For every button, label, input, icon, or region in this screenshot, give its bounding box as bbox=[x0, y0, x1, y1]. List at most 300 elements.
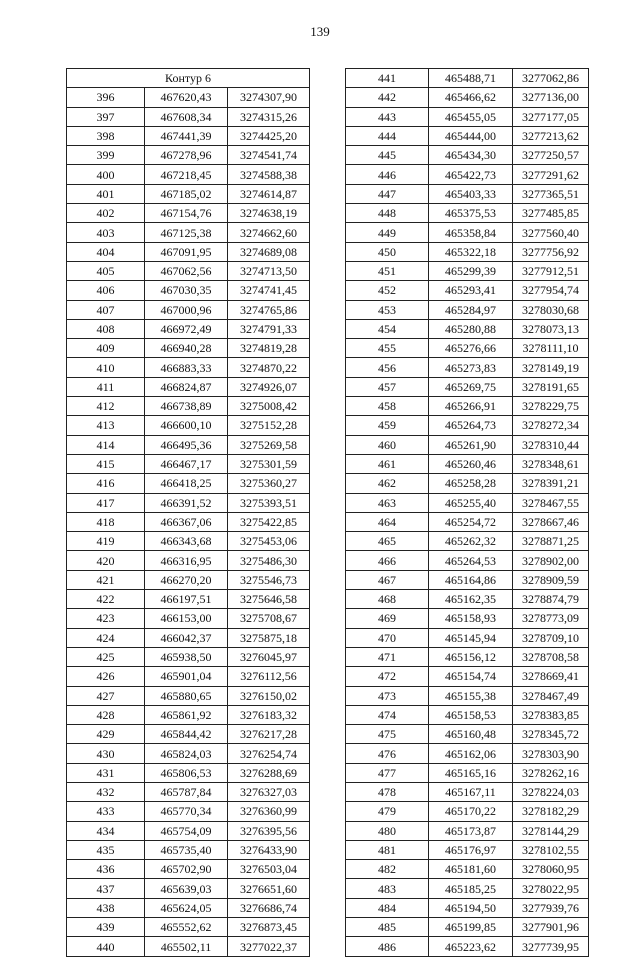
point-number-cell: 431 bbox=[67, 763, 145, 782]
table-header-row bbox=[67, 69, 310, 88]
y-coordinate-cell: 3276651,60 bbox=[228, 879, 310, 898]
x-coordinate-cell: 465844,42 bbox=[145, 725, 228, 744]
x-coordinate-cell: 465806,53 bbox=[145, 763, 228, 782]
point-number-cell: 452 bbox=[346, 281, 429, 300]
y-coordinate-cell: 3278391,21 bbox=[513, 474, 589, 493]
point-number-cell: 486 bbox=[346, 937, 429, 956]
table-row bbox=[67, 416, 310, 435]
table-row bbox=[346, 184, 589, 203]
table-row bbox=[67, 628, 310, 647]
table-row bbox=[67, 609, 310, 628]
y-coordinate-cell: 3275152,28 bbox=[228, 416, 310, 435]
table-row bbox=[346, 281, 589, 300]
y-coordinate-cell: 3278149,19 bbox=[513, 358, 589, 377]
y-coordinate-cell: 3278030,68 bbox=[513, 300, 589, 319]
table-row bbox=[67, 570, 310, 589]
point-number-cell: 446 bbox=[346, 165, 429, 184]
x-coordinate-cell: 465181,60 bbox=[429, 860, 513, 879]
y-coordinate-cell: 3277062,86 bbox=[513, 69, 589, 88]
table-row bbox=[67, 454, 310, 473]
table-row bbox=[67, 667, 310, 686]
point-number-cell: 405 bbox=[67, 261, 145, 280]
point-number-cell: 457 bbox=[346, 377, 429, 396]
table-row bbox=[346, 860, 589, 879]
y-coordinate-cell: 3278909,59 bbox=[513, 570, 589, 589]
y-coordinate-cell: 3278709,10 bbox=[513, 628, 589, 647]
table-row bbox=[67, 435, 310, 454]
y-coordinate-cell: 3277901,96 bbox=[513, 918, 589, 937]
point-number-cell: 438 bbox=[67, 898, 145, 917]
x-coordinate-cell: 465260,46 bbox=[429, 454, 513, 473]
y-coordinate-cell: 3275269,58 bbox=[228, 435, 310, 454]
point-number-cell: 465 bbox=[346, 532, 429, 551]
x-coordinate-cell: 465223,62 bbox=[429, 937, 513, 956]
y-coordinate-cell: 3275360,27 bbox=[228, 474, 310, 493]
x-coordinate-cell: 467441,39 bbox=[145, 126, 228, 145]
table-row bbox=[346, 69, 589, 88]
table-row bbox=[67, 397, 310, 416]
y-coordinate-cell: 3276433,90 bbox=[228, 840, 310, 859]
point-number-cell: 475 bbox=[346, 725, 429, 744]
x-coordinate-cell: 467030,35 bbox=[145, 281, 228, 300]
table-row bbox=[346, 454, 589, 473]
y-coordinate-cell: 3277954,74 bbox=[513, 281, 589, 300]
x-coordinate-cell: 465624,05 bbox=[145, 898, 228, 917]
y-coordinate-cell: 3274819,28 bbox=[228, 339, 310, 358]
point-number-cell: 480 bbox=[346, 821, 429, 840]
x-coordinate-cell: 466495,36 bbox=[145, 435, 228, 454]
point-number-cell: 415 bbox=[67, 454, 145, 473]
y-coordinate-cell: 3276183,32 bbox=[228, 705, 310, 724]
x-coordinate-cell: 465284,97 bbox=[429, 300, 513, 319]
x-coordinate-cell: 466883,33 bbox=[145, 358, 228, 377]
point-number-cell: 463 bbox=[346, 493, 429, 512]
y-coordinate-cell: 3275646,58 bbox=[228, 590, 310, 609]
table-row bbox=[346, 898, 589, 917]
x-coordinate-cell: 465293,41 bbox=[429, 281, 513, 300]
point-number-cell: 469 bbox=[346, 609, 429, 628]
x-coordinate-cell: 467608,34 bbox=[145, 107, 228, 126]
point-number-cell: 453 bbox=[346, 300, 429, 319]
x-coordinate-cell: 465358,84 bbox=[429, 223, 513, 242]
x-coordinate-cell: 465155,38 bbox=[429, 686, 513, 705]
table-row bbox=[67, 725, 310, 744]
table-row bbox=[346, 879, 589, 898]
y-coordinate-cell: 3277022,37 bbox=[228, 937, 310, 956]
x-coordinate-cell: 467185,02 bbox=[145, 184, 228, 203]
y-coordinate-cell: 3276045,97 bbox=[228, 647, 310, 666]
point-number-cell: 425 bbox=[67, 647, 145, 666]
x-coordinate-cell: 465158,53 bbox=[429, 705, 513, 724]
x-coordinate-cell: 465552,62 bbox=[145, 918, 228, 937]
point-number-cell: 460 bbox=[346, 435, 429, 454]
x-coordinate-cell: 465154,74 bbox=[429, 667, 513, 686]
table-row bbox=[346, 319, 589, 338]
table-row bbox=[67, 204, 310, 223]
x-coordinate-cell: 465403,33 bbox=[429, 184, 513, 203]
point-number-cell: 426 bbox=[67, 667, 145, 686]
x-coordinate-cell: 465262,32 bbox=[429, 532, 513, 551]
x-coordinate-cell: 466391,52 bbox=[145, 493, 228, 512]
table-row bbox=[346, 705, 589, 724]
x-coordinate-cell: 465164,86 bbox=[429, 570, 513, 589]
x-coordinate-cell: 465375,53 bbox=[429, 204, 513, 223]
y-coordinate-cell: 3276503,04 bbox=[228, 860, 310, 879]
y-coordinate-cell: 3277250,57 bbox=[513, 146, 589, 165]
x-coordinate-cell: 466367,06 bbox=[145, 512, 228, 531]
point-number-cell: 406 bbox=[67, 281, 145, 300]
table-row bbox=[67, 88, 310, 107]
x-coordinate-cell: 465173,87 bbox=[429, 821, 513, 840]
y-coordinate-cell: 3278191,65 bbox=[513, 377, 589, 396]
table-row bbox=[346, 725, 589, 744]
y-coordinate-cell: 3278874,79 bbox=[513, 590, 589, 609]
table-row bbox=[346, 821, 589, 840]
y-coordinate-cell: 3276873,45 bbox=[228, 918, 310, 937]
point-number-cell: 442 bbox=[346, 88, 429, 107]
y-coordinate-cell: 3278773,09 bbox=[513, 609, 589, 628]
table-row bbox=[346, 512, 589, 531]
x-coordinate-cell: 465254,72 bbox=[429, 512, 513, 531]
point-number-cell: 411 bbox=[67, 377, 145, 396]
table-row bbox=[67, 184, 310, 203]
point-number-cell: 472 bbox=[346, 667, 429, 686]
y-coordinate-cell: 3274689,08 bbox=[228, 242, 310, 261]
table-row bbox=[67, 146, 310, 165]
x-coordinate-cell: 467278,96 bbox=[145, 146, 228, 165]
point-number-cell: 449 bbox=[346, 223, 429, 242]
point-number-cell: 467 bbox=[346, 570, 429, 589]
table-row bbox=[67, 300, 310, 319]
point-number-cell: 419 bbox=[67, 532, 145, 551]
y-coordinate-cell: 3278111,10 bbox=[513, 339, 589, 358]
x-coordinate-cell: 465276,66 bbox=[429, 339, 513, 358]
table-row bbox=[67, 242, 310, 261]
point-number-cell: 413 bbox=[67, 416, 145, 435]
x-coordinate-cell: 465639,03 bbox=[145, 879, 228, 898]
point-number-cell: 459 bbox=[346, 416, 429, 435]
table-row bbox=[67, 879, 310, 898]
y-coordinate-cell: 3278022,95 bbox=[513, 879, 589, 898]
x-coordinate-cell: 465824,03 bbox=[145, 744, 228, 763]
table-row bbox=[67, 590, 310, 609]
table-row bbox=[67, 493, 310, 512]
point-number-cell: 424 bbox=[67, 628, 145, 647]
x-coordinate-cell: 467620,43 bbox=[145, 88, 228, 107]
x-coordinate-cell: 466197,51 bbox=[145, 590, 228, 609]
y-coordinate-cell: 3277177,05 bbox=[513, 107, 589, 126]
point-number-cell: 433 bbox=[67, 802, 145, 821]
x-coordinate-cell: 465266,91 bbox=[429, 397, 513, 416]
point-number-cell: 397 bbox=[67, 107, 145, 126]
x-coordinate-cell: 466738,89 bbox=[145, 397, 228, 416]
table-row bbox=[67, 705, 310, 724]
coordinates-table-left bbox=[66, 68, 310, 957]
y-coordinate-cell: 3278272,34 bbox=[513, 416, 589, 435]
x-coordinate-cell: 465160,48 bbox=[429, 725, 513, 744]
y-coordinate-cell: 3276288,69 bbox=[228, 763, 310, 782]
point-number-cell: 428 bbox=[67, 705, 145, 724]
table-row bbox=[67, 898, 310, 917]
point-number-cell: 474 bbox=[346, 705, 429, 724]
table-row bbox=[67, 744, 310, 763]
table-row bbox=[67, 937, 310, 956]
y-coordinate-cell: 3276327,03 bbox=[228, 782, 310, 801]
y-coordinate-cell: 3278667,46 bbox=[513, 512, 589, 531]
table-row bbox=[67, 918, 310, 937]
table-row bbox=[67, 126, 310, 145]
table-row bbox=[346, 532, 589, 551]
point-number-cell: 476 bbox=[346, 744, 429, 763]
table-row bbox=[346, 165, 589, 184]
y-coordinate-cell: 3275546,73 bbox=[228, 570, 310, 589]
y-coordinate-cell: 3278144,29 bbox=[513, 821, 589, 840]
point-number-cell: 483 bbox=[346, 879, 429, 898]
table-row bbox=[67, 281, 310, 300]
table-row bbox=[67, 339, 310, 358]
y-coordinate-cell: 3277365,51 bbox=[513, 184, 589, 203]
y-coordinate-cell: 3274926,07 bbox=[228, 377, 310, 396]
point-number-cell: 408 bbox=[67, 319, 145, 338]
point-number-cell: 422 bbox=[67, 590, 145, 609]
y-coordinate-cell: 3278467,55 bbox=[513, 493, 589, 512]
table-row bbox=[346, 628, 589, 647]
y-coordinate-cell: 3278310,44 bbox=[513, 435, 589, 454]
x-coordinate-cell: 465255,40 bbox=[429, 493, 513, 512]
point-number-cell: 429 bbox=[67, 725, 145, 744]
x-coordinate-cell: 465162,35 bbox=[429, 590, 513, 609]
x-coordinate-cell: 465770,34 bbox=[145, 802, 228, 821]
x-coordinate-cell: 465754,09 bbox=[145, 821, 228, 840]
table-row bbox=[346, 300, 589, 319]
table-row bbox=[346, 551, 589, 570]
table-row bbox=[67, 551, 310, 570]
table-row bbox=[346, 261, 589, 280]
y-coordinate-cell: 3278708,58 bbox=[513, 647, 589, 666]
y-coordinate-cell: 3276254,74 bbox=[228, 744, 310, 763]
table-row bbox=[67, 261, 310, 280]
y-coordinate-cell: 3278073,13 bbox=[513, 319, 589, 338]
x-coordinate-cell: 465269,75 bbox=[429, 377, 513, 396]
x-coordinate-cell: 465735,40 bbox=[145, 840, 228, 859]
x-coordinate-cell: 466042,37 bbox=[145, 628, 228, 647]
x-coordinate-cell: 465280,88 bbox=[429, 319, 513, 338]
table-row bbox=[67, 763, 310, 782]
x-coordinate-cell: 466418,25 bbox=[145, 474, 228, 493]
point-number-cell: 437 bbox=[67, 879, 145, 898]
point-number-cell: 445 bbox=[346, 146, 429, 165]
y-coordinate-cell: 3278345,72 bbox=[513, 725, 589, 744]
point-number-cell: 450 bbox=[346, 242, 429, 261]
table-row bbox=[346, 802, 589, 821]
y-coordinate-cell: 3277213,62 bbox=[513, 126, 589, 145]
x-coordinate-cell: 465444,00 bbox=[429, 126, 513, 145]
table-row bbox=[346, 358, 589, 377]
table-row bbox=[346, 88, 589, 107]
x-coordinate-cell: 465299,39 bbox=[429, 261, 513, 280]
x-coordinate-cell: 466467,17 bbox=[145, 454, 228, 473]
x-coordinate-cell: 466343,68 bbox=[145, 532, 228, 551]
y-coordinate-cell: 3277291,62 bbox=[513, 165, 589, 184]
x-coordinate-cell: 465455,05 bbox=[429, 107, 513, 126]
y-coordinate-cell: 3275453,06 bbox=[228, 532, 310, 551]
point-number-cell: 434 bbox=[67, 821, 145, 840]
x-coordinate-cell: 465194,50 bbox=[429, 898, 513, 917]
point-number-cell: 464 bbox=[346, 512, 429, 531]
y-coordinate-cell: 3278303,90 bbox=[513, 744, 589, 763]
point-number-cell: 482 bbox=[346, 860, 429, 879]
point-number-cell: 461 bbox=[346, 454, 429, 473]
y-coordinate-cell: 3277560,40 bbox=[513, 223, 589, 242]
point-number-cell: 414 bbox=[67, 435, 145, 454]
point-number-cell: 447 bbox=[346, 184, 429, 203]
table-row bbox=[346, 918, 589, 937]
y-coordinate-cell: 3274588,38 bbox=[228, 165, 310, 184]
x-coordinate-cell: 465502,11 bbox=[145, 937, 228, 956]
table-row bbox=[67, 782, 310, 801]
point-number-cell: 454 bbox=[346, 319, 429, 338]
point-number-cell: 458 bbox=[346, 397, 429, 416]
table-row bbox=[67, 647, 310, 666]
x-coordinate-cell: 466600,10 bbox=[145, 416, 228, 435]
table-row bbox=[67, 512, 310, 531]
point-number-cell: 404 bbox=[67, 242, 145, 261]
point-number-cell: 466 bbox=[346, 551, 429, 570]
point-number-cell: 443 bbox=[346, 107, 429, 126]
point-number-cell: 481 bbox=[346, 840, 429, 859]
point-number-cell: 477 bbox=[346, 763, 429, 782]
point-number-cell: 423 bbox=[67, 609, 145, 628]
table-row bbox=[67, 532, 310, 551]
point-number-cell: 430 bbox=[67, 744, 145, 763]
y-coordinate-cell: 3275008,42 bbox=[228, 397, 310, 416]
point-number-cell: 427 bbox=[67, 686, 145, 705]
y-coordinate-cell: 3274425,20 bbox=[228, 126, 310, 145]
x-coordinate-cell: 467154,76 bbox=[145, 204, 228, 223]
table-row bbox=[67, 107, 310, 126]
y-coordinate-cell: 3278224,03 bbox=[513, 782, 589, 801]
table-row bbox=[346, 435, 589, 454]
x-coordinate-cell: 465162,06 bbox=[429, 744, 513, 763]
x-coordinate-cell: 466972,49 bbox=[145, 319, 228, 338]
table-row bbox=[346, 590, 589, 609]
point-number-cell: 412 bbox=[67, 397, 145, 416]
y-coordinate-cell: 3277136,00 bbox=[513, 88, 589, 107]
y-coordinate-cell: 3278383,85 bbox=[513, 705, 589, 724]
y-coordinate-cell: 3278060,95 bbox=[513, 860, 589, 879]
x-coordinate-cell: 465158,93 bbox=[429, 609, 513, 628]
contour-header: Контур 6 bbox=[67, 69, 310, 88]
x-coordinate-cell: 466824,87 bbox=[145, 377, 228, 396]
point-number-cell: 421 bbox=[67, 570, 145, 589]
point-number-cell: 420 bbox=[67, 551, 145, 570]
table-row bbox=[346, 570, 589, 589]
point-number-cell: 432 bbox=[67, 782, 145, 801]
point-number-cell: 402 bbox=[67, 204, 145, 223]
point-number-cell: 400 bbox=[67, 165, 145, 184]
x-coordinate-cell: 466940,28 bbox=[145, 339, 228, 358]
y-coordinate-cell: 3274541,74 bbox=[228, 146, 310, 165]
table-row bbox=[346, 493, 589, 512]
table-row bbox=[67, 686, 310, 705]
x-coordinate-cell: 467091,95 bbox=[145, 242, 228, 261]
point-number-cell: 456 bbox=[346, 358, 429, 377]
point-number-cell: 485 bbox=[346, 918, 429, 937]
x-coordinate-cell: 465167,11 bbox=[429, 782, 513, 801]
point-number-cell: 441 bbox=[346, 69, 429, 88]
point-number-cell: 396 bbox=[67, 88, 145, 107]
table-row bbox=[346, 647, 589, 666]
point-number-cell: 398 bbox=[67, 126, 145, 145]
point-number-cell: 455 bbox=[346, 339, 429, 358]
point-number-cell: 462 bbox=[346, 474, 429, 493]
y-coordinate-cell: 3276217,28 bbox=[228, 725, 310, 744]
x-coordinate-cell: 465176,97 bbox=[429, 840, 513, 859]
y-coordinate-cell: 3276150,02 bbox=[228, 686, 310, 705]
y-coordinate-cell: 3274741,45 bbox=[228, 281, 310, 300]
point-number-cell: 436 bbox=[67, 860, 145, 879]
table-row bbox=[67, 358, 310, 377]
table-row bbox=[346, 397, 589, 416]
point-number-cell: 471 bbox=[346, 647, 429, 666]
x-coordinate-cell: 465422,73 bbox=[429, 165, 513, 184]
table-row bbox=[346, 667, 589, 686]
x-coordinate-cell: 465264,73 bbox=[429, 416, 513, 435]
point-number-cell: 470 bbox=[346, 628, 429, 647]
x-coordinate-cell: 465861,92 bbox=[145, 705, 228, 724]
y-coordinate-cell: 3278102,55 bbox=[513, 840, 589, 859]
point-number-cell: 435 bbox=[67, 840, 145, 859]
x-coordinate-cell: 465702,90 bbox=[145, 860, 228, 879]
point-number-cell: 444 bbox=[346, 126, 429, 145]
y-coordinate-cell: 3277756,92 bbox=[513, 242, 589, 261]
point-number-cell: 417 bbox=[67, 493, 145, 512]
table-row bbox=[67, 474, 310, 493]
table-row bbox=[67, 821, 310, 840]
x-coordinate-cell: 466316,95 bbox=[145, 551, 228, 570]
x-coordinate-cell: 465466,62 bbox=[429, 88, 513, 107]
x-coordinate-cell: 467062,56 bbox=[145, 261, 228, 280]
x-coordinate-cell: 467125,38 bbox=[145, 223, 228, 242]
x-coordinate-cell: 465199,85 bbox=[429, 918, 513, 937]
y-coordinate-cell: 3275422,85 bbox=[228, 512, 310, 531]
point-number-cell: 473 bbox=[346, 686, 429, 705]
x-coordinate-cell: 465434,30 bbox=[429, 146, 513, 165]
table-row bbox=[67, 377, 310, 396]
y-coordinate-cell: 3274662,60 bbox=[228, 223, 310, 242]
x-coordinate-cell: 465258,28 bbox=[429, 474, 513, 493]
x-coordinate-cell: 465322,18 bbox=[429, 242, 513, 261]
point-number-cell: 407 bbox=[67, 300, 145, 319]
table-row bbox=[346, 416, 589, 435]
y-coordinate-cell: 3278348,61 bbox=[513, 454, 589, 473]
x-coordinate-cell: 465880,65 bbox=[145, 686, 228, 705]
page-number: 139 bbox=[310, 24, 330, 39]
y-coordinate-cell: 3276395,56 bbox=[228, 821, 310, 840]
point-number-cell: 399 bbox=[67, 146, 145, 165]
x-coordinate-cell: 465156,12 bbox=[429, 647, 513, 666]
point-number-cell: 401 bbox=[67, 184, 145, 203]
x-coordinate-cell: 465264,53 bbox=[429, 551, 513, 570]
y-coordinate-cell: 3277939,76 bbox=[513, 898, 589, 917]
y-coordinate-cell: 3274315,26 bbox=[228, 107, 310, 126]
table-row bbox=[67, 319, 310, 338]
x-coordinate-cell: 465488,71 bbox=[429, 69, 513, 88]
y-coordinate-cell: 3276112,56 bbox=[228, 667, 310, 686]
y-coordinate-cell: 3278902,00 bbox=[513, 551, 589, 570]
point-number-cell: 479 bbox=[346, 802, 429, 821]
x-coordinate-cell: 465901,04 bbox=[145, 667, 228, 686]
